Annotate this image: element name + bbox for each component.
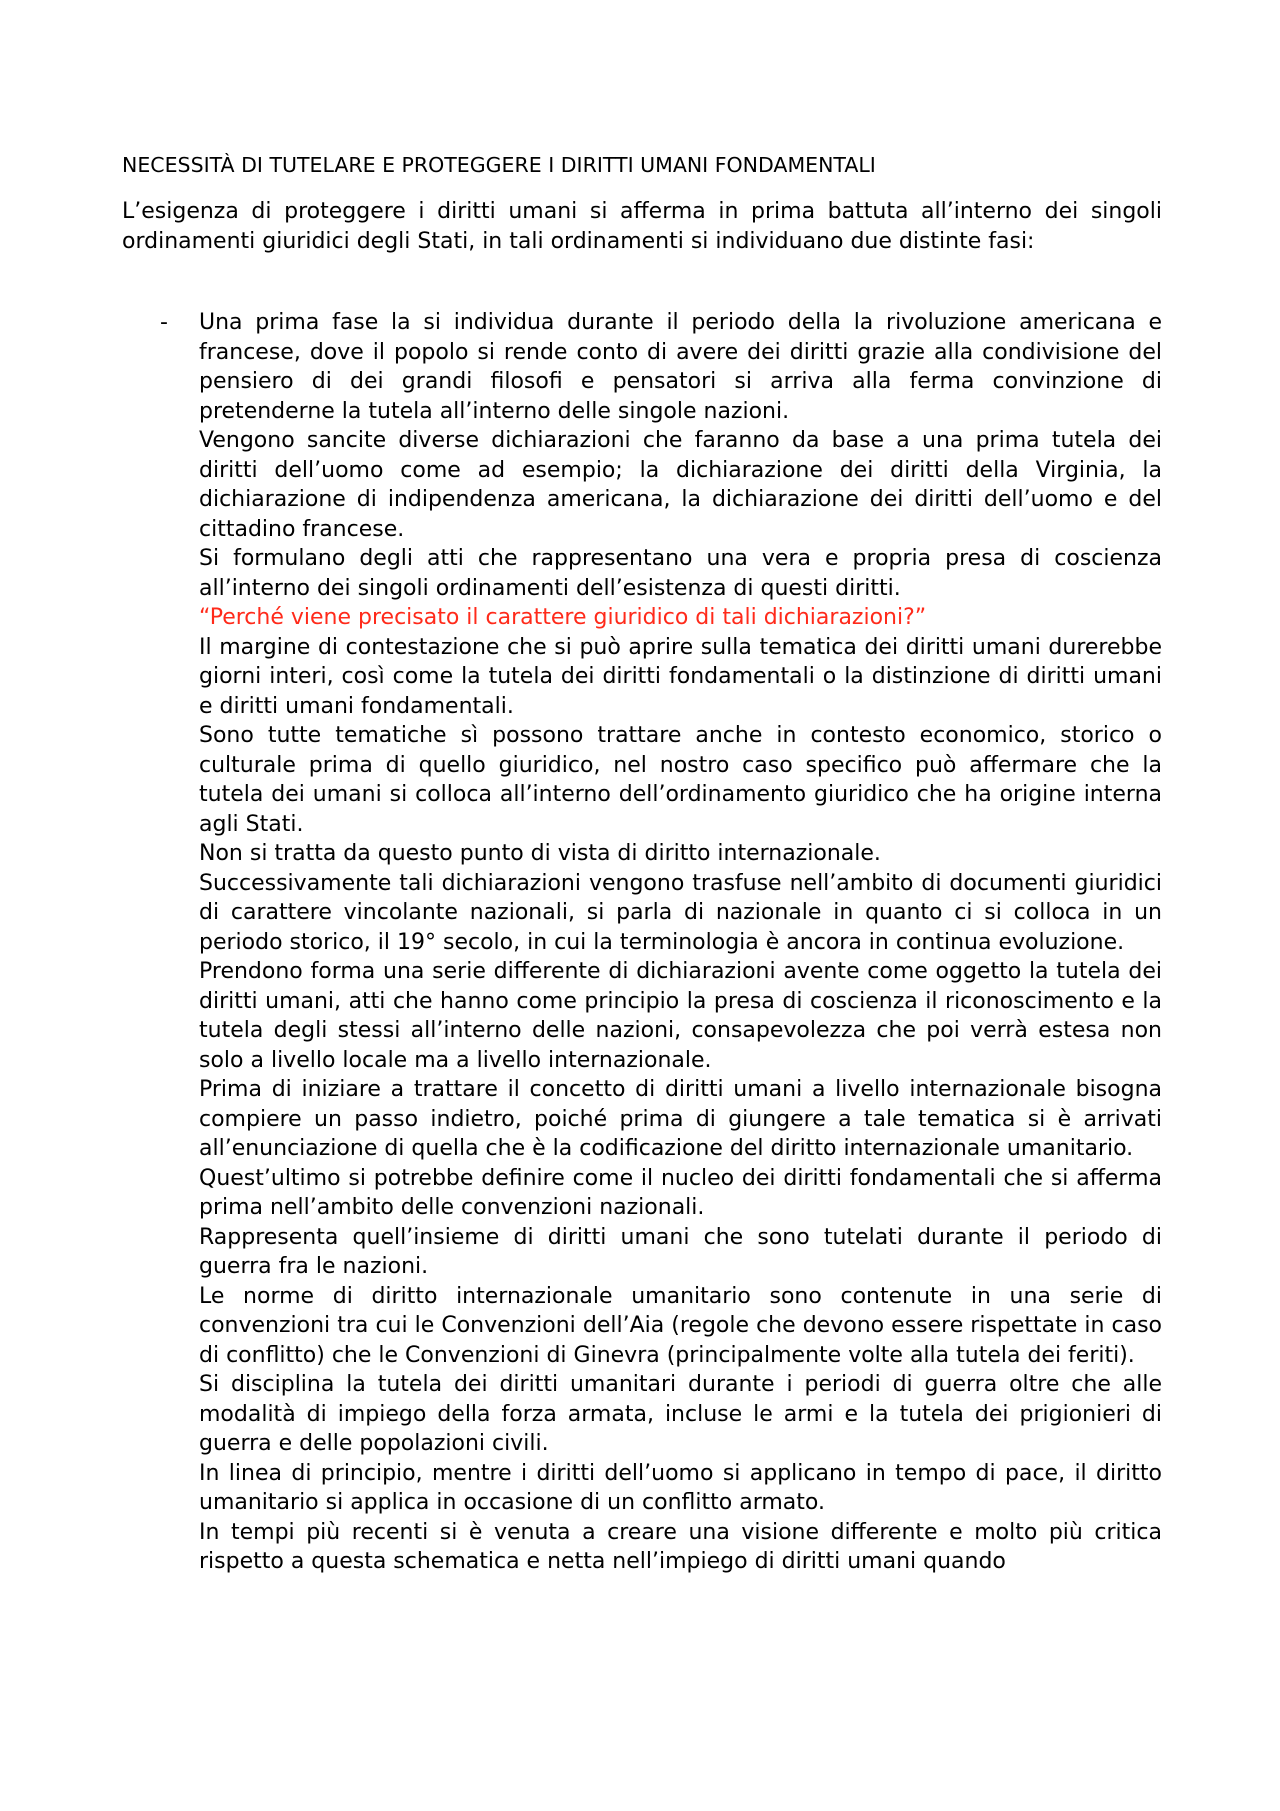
body-paragraph: Successivamente tali dichiarazioni vengono trasfuse nell’ambito di documenti giuridici di carattere vincolante nazionali, si parla di nazionale in quanto ci si colloca in un periodo storico, il 19° secolo, in cui la terminologia è ancora in continua evoluzione. — [199, 870, 1162, 955]
body-paragraph: Le norme di diritto internazionale umanitario sono contenute in una serie di convenzioni tra cui le Convenzioni dell’Aia (regole che devono essere rispettate in caso di conflitto) che le Convenzioni di Ginevra (principalmente volte alla tutela dei feriti). — [199, 1283, 1162, 1368]
body-paragraph: Non si tratta da questo punto di vista di diritto internazionale. — [199, 841, 881, 866]
body-paragraph: Sono tutte tematiche sì possono trattare anche in contesto economico, storico o culturale prima di quello giuridico, nel nostro caso specifico può affermare che la tutela dei umani si colloca all’interno dell’ordinamento giuridico che ha origine interna agli Stati. — [199, 723, 1162, 837]
body-paragraph: Si formulano degli atti che rappresentano una vera e propria presa di coscienza all’interno dei singoli ordinamenti dell’esistenza di questi diritti. — [199, 546, 1162, 601]
body-paragraph: In tempi più recenti si è venuta a creare una visione differente e molto più critica rispetto a questa schematica e netta nell’impiego di diritti umani quando — [199, 1519, 1162, 1574]
body-paragraph: Prima di iniziare a trattare il concetto di diritti umani a livello internazionale bisogna compiere un passo indietro, poiché prima di giungere a tale tematica si è arrivati all’enunciazione di quella che è la codificazione del diritto internazionale umanitario. — [199, 1077, 1162, 1161]
list-bullet-marker: - — [160, 310, 168, 335]
intro-paragraph: L’esigenza di proteggere i diritti umani si afferma in prima battuta all’interno dei singoli ordinamenti giuridici degli Stati, in tali ordinamenti si individuano due distinte fasi: — [122, 199, 1162, 254]
body-paragraph: Prendono forma una serie differente di dichiarazioni avente come oggetto la tutela dei diritti umani, atti che hanno come principio la presa di coscienza il riconoscimento e la tutela degli stessi all’interno delle nazioni, consapevolezza che poi verrà estesa non solo a livello locale ma a livello internazionale. — [199, 959, 1162, 1073]
body-paragraph: Rappresenta quell’insieme di diritti umani che sono tutelati durante il periodo di guerra fra le nazioni. — [199, 1224, 1162, 1279]
highlighted-question: “Perché viene precisato il carattere giuridico di tali dichiarazioni?” — [199, 605, 927, 630]
body-paragraph: Quest’ultimo si potrebbe definire come il nucleo dei diritti fondamentali che si afferma prima nell’ambito delle convenzioni nazionali. — [199, 1165, 1162, 1220]
body-paragraph: Si disciplina la tutela dei diritti umanitari durante i periodi di guerra oltre che alle modalità di impiego della forza armata, incluse le armi e la tutela dei prigionieri di guerra e delle popolazioni civili. — [199, 1372, 1162, 1456]
body-paragraph: Il margine di contestazione che si può aprire sulla tematica dei diritti umani durerebbe giorni interi, così come la tutela dei diritti fondamentali o la distinzione di diritti umani e diritti umani fondamentali. — [199, 634, 1162, 719]
page-title: NECESSITÀ DI TUTELARE E PROTEGGERE I DIRITTI UMANI FONDAMENTALI — [122, 153, 876, 177]
body-paragraph: In linea di principio, mentre i diritti dell’uomo si applicano in tempo di pace, il diritto umanitario si applica in occasione di un conflitto armato. — [199, 1460, 1162, 1515]
bullet-item-body — [199, 308, 1162, 1577]
body-paragraph: Una prima fase la si individua durante il periodo della la rivoluzione americana e francese, dove il popolo si rende conto di avere dei diritti grazie alla condivisione del pensiero di dei grandi filosofi e pensatori si arriva alla ferma convinzione di pretenderne la tutela all’interno delle singole nazioni. — [199, 310, 1162, 424]
body-paragraph: Vengono sancite diverse dichiarazioni che faranno da base a una prima tutela dei diritti dell’uomo come ad esempio; la dichiarazione dei diritti della Virginia, la dichiarazione di indipendenza americana, la dichiarazione dei diritti dell’uomo e del cittadino francese. — [199, 428, 1162, 542]
